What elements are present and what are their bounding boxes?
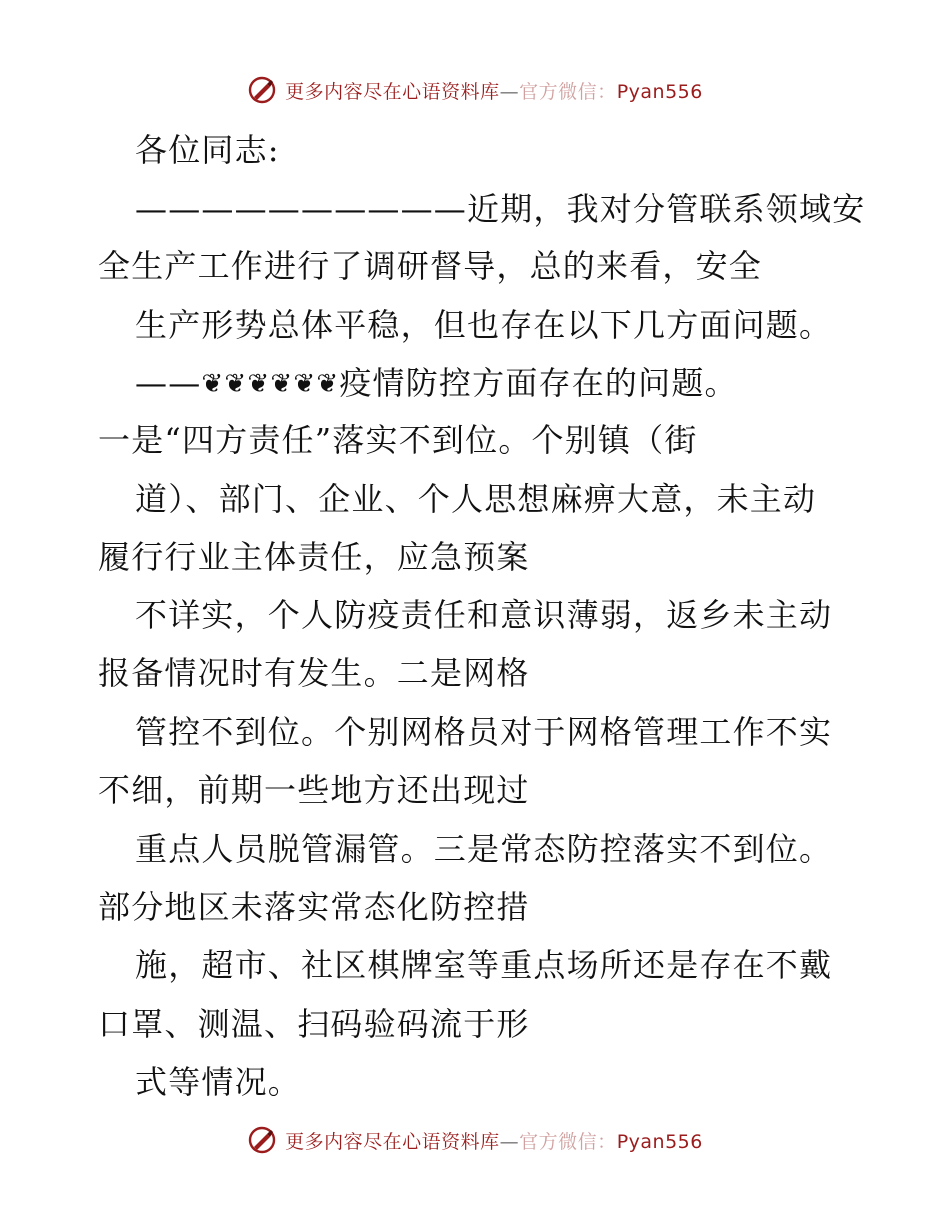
paragraph-line: ——————————近期，我对分管联系领域安 bbox=[135, 190, 866, 228]
section-heading-text: 疫情防控方面存在的问题。 bbox=[339, 364, 738, 402]
brush-logo-icon bbox=[247, 75, 277, 105]
watermark-separator: — bbox=[499, 1130, 520, 1153]
watermark-wechat-id: Pyan556 bbox=[616, 80, 703, 103]
paragraph-line: 报备情况时有发生。二是网格 bbox=[98, 654, 530, 692]
watermark-wechat-prefix: 官方微信： bbox=[519, 80, 617, 103]
header-watermark bbox=[0, 72, 950, 108]
paragraph-line: 部分地区未落实常态化防控措 bbox=[98, 888, 530, 926]
salutation: 各位同志: bbox=[135, 131, 280, 169]
paragraph-line: 施，超市、社区棋牌室等重点场所还是存在不戴 bbox=[135, 946, 833, 984]
paragraph-line: 生产形势总体平稳，但也存在以下几方面问题。 bbox=[135, 306, 833, 344]
watermark-text: 更多内容尽在心语资料库 bbox=[285, 1130, 500, 1153]
paragraph-line: 管控不到位。个别网格员对于网格管理工作不实 bbox=[135, 713, 833, 751]
watermark-wechat-prefix: 官方微信： bbox=[519, 1130, 617, 1153]
paragraph-line: 全生产工作进行了调研督导，总的来看，安全 bbox=[98, 247, 763, 285]
paragraph-line: 不细，前期一些地方还出现过 bbox=[98, 771, 530, 809]
watermark-text: 更多内容尽在心语资料库 bbox=[285, 80, 500, 103]
section-heading bbox=[0, 363, 950, 404]
paragraph-line: 重点人员脱管漏管。三是常态防控落实不到位。 bbox=[135, 830, 833, 868]
brush-logo-icon bbox=[247, 1125, 277, 1155]
paragraph-line: 口罩、测温、扫码验码流于形 bbox=[98, 1005, 530, 1043]
paragraph-line: 道）、部门、企业、个人思想麻痹大意，未主动 bbox=[135, 480, 817, 518]
paragraph-line: 一是“四方责任”落实不到位。个别镇（街 bbox=[98, 421, 698, 459]
paragraph-line: 履行行业主体责任，应急预案 bbox=[98, 538, 530, 576]
paragraph-line: 不详实，个人防疫责任和意识薄弱，返乡未主动 bbox=[135, 596, 833, 634]
watermark-wechat-id: Pyan556 bbox=[616, 1130, 703, 1153]
paragraph-line: 式等情况。 bbox=[135, 1063, 302, 1101]
dash-prefix: —— bbox=[135, 364, 202, 402]
ornament-icon: ❦❦❦❦❦❦ bbox=[201, 369, 340, 399]
footer-watermark bbox=[0, 1122, 950, 1158]
watermark-separator: — bbox=[499, 80, 520, 103]
